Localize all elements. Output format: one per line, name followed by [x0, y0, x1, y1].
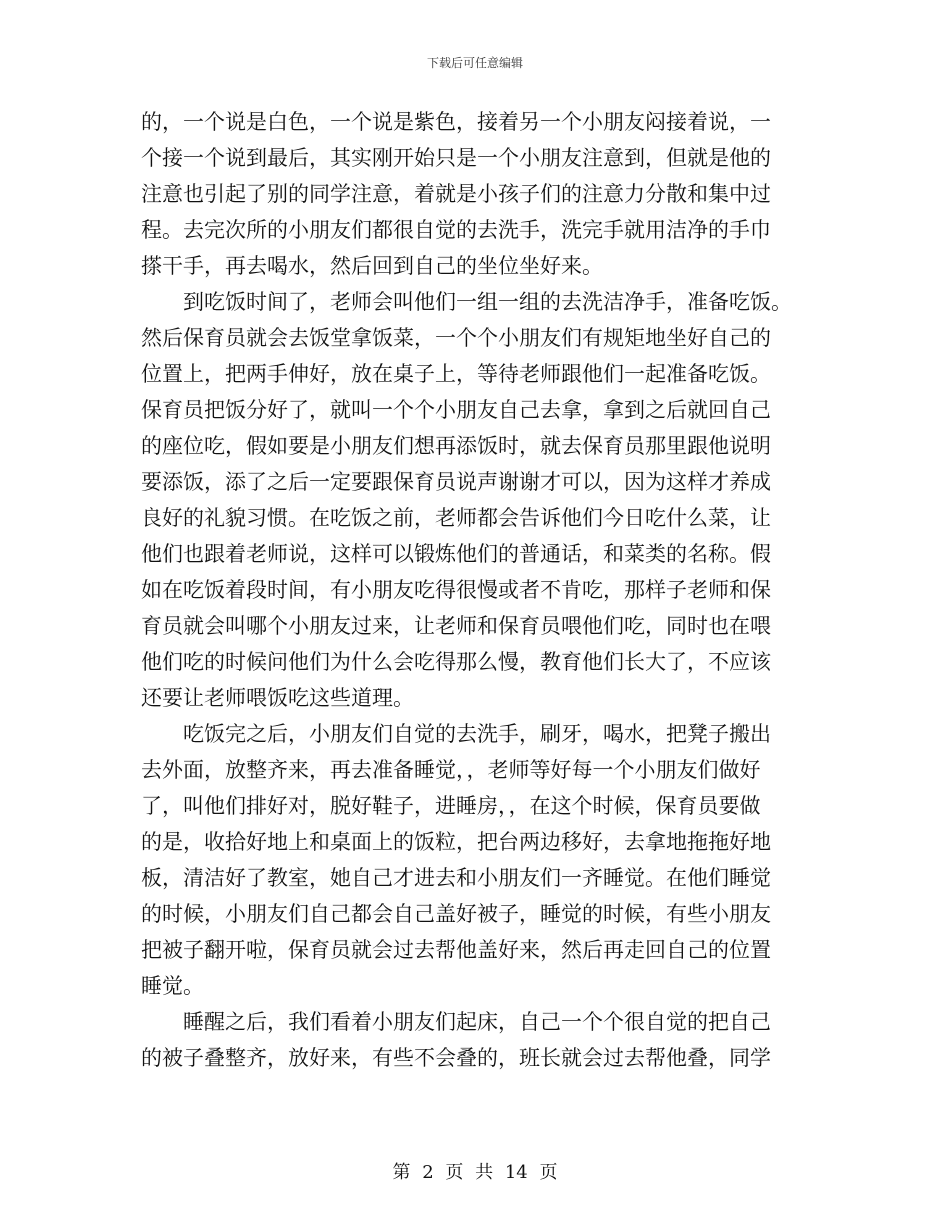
text-line: 到吃饭时间了，老师会叫他们一组一组的去洗洁净手，准备吃饭。	[183, 290, 792, 314]
text-line: 搽干手，再去喝水，然后回到自己的坐位坐好来。	[141, 254, 603, 278]
text-line: 如在吃饭着段时间，有小朋友吃得很慢或者不肯吃，那样子老师和保	[141, 578, 771, 602]
text-line: 他们吃的时候问他们为什么会吃得那么慢，教育他们长大了，不应该	[141, 650, 771, 674]
text-line: 个接一个说到最后，其实刚开始只是一个小朋友注意到，但就是他的	[141, 146, 771, 170]
text-line: 板，清洁好了教室，她自己才进去和小朋友们一齐睡觉。在他们睡觉	[141, 866, 771, 890]
text-line: 把被子翻开啦，保育员就会过去帮他盖好来，然后再走回自己的位置	[141, 938, 771, 962]
text-line: 睡醒之后，我们看着小朋友们起床，自己一个个很自觉的把自己	[183, 1010, 771, 1034]
text-line: 他们也跟着老师说，这样可以锻炼他们的普通话，和菜类的名称。假	[141, 542, 771, 566]
text-line: 位置上，把两手伸好，放在桌子上，等待老师跟他们一起准备吃饭。	[141, 362, 771, 386]
page-header: 下载后可任意编辑	[426, 56, 523, 70]
paragraph-3	[141, 716, 813, 1004]
text-line: 了，叫他们排好对，脱好鞋子，进睡房，，在这个时候，保育员要做	[141, 794, 761, 818]
text-line: 注意也引起了别的同学注意，着就是小孩子们的注意力分散和集中过	[141, 182, 771, 206]
paragraph-2	[141, 284, 813, 716]
text-line: 还要让老师喂饭吃这些道理。	[141, 686, 414, 710]
text-line: 良好的礼貌习惯。在吃饭之前，老师都会告诉他们今日吃什么菜，让	[141, 506, 771, 530]
text-line: 睡觉。	[141, 974, 204, 998]
text-line: 的被子叠整齐，放好来，有些不会叠的，班长就会过去帮他叠，同学	[141, 1046, 771, 1070]
text-line: 去外面，放整齐来，再去准备睡觉，，老师等好每一个小朋友们做好	[141, 758, 761, 782]
text-line: 的是，收拾好地上和桌面上的饭粒，把台两边移好，去拿地拖拖好地	[141, 830, 771, 854]
text-line: 程。去完次所的小朋友们都很自觉的去洗手，洗完手就用洁净的手巾	[141, 218, 771, 242]
text-line: 吃饭完之后，小朋友们自觉的去洗手，刷牙，喝水，把凳子搬出	[183, 722, 771, 746]
body-text	[141, 104, 813, 1076]
page-footer: 第 2 页 共 14 页	[392, 1162, 558, 1183]
text-line: 的座位吃，假如要是小朋友们想再添饭时，就去保育员那里跟他说明	[141, 434, 771, 458]
paragraph-1	[141, 104, 813, 284]
text-line: 的，一个说是白色，一个说是紫色，接着另一个小朋友闷接着说，一	[141, 110, 771, 134]
text-line: 育员就会叫哪个小朋友过来，让老师和保育员喂他们吃，同时也在喂	[141, 614, 771, 638]
text-line: 保育员把饭分好了，就叫一个个小朋友自己去拿，拿到之后就回自己	[141, 398, 771, 422]
text-line: 然后保育员就会去饭堂拿饭菜，一个个小朋友们有规矩地坐好自己的	[141, 326, 771, 350]
paragraph-4	[141, 1004, 813, 1076]
text-line: 的时候，小朋友们自己都会自己盖好被子，睡觉的时候，有些小朋友	[141, 902, 771, 926]
text-line: 要添饭，添了之后一定要跟保育员说声谢谢才可以，因为这样才养成	[141, 470, 771, 494]
